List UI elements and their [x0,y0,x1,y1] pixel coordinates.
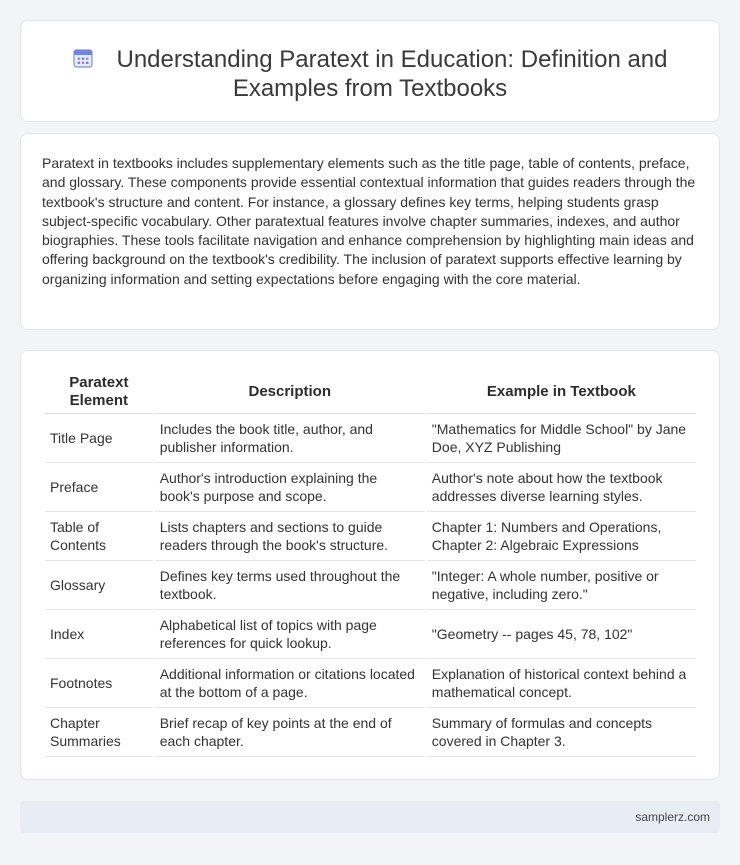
table-row [45,414,696,463]
element-cell: Preface [45,463,153,512]
footer-site-link[interactable]: samplerz.com [635,810,710,824]
column-header-element: Paratext Element [45,370,153,414]
example-cell: Chapter 1: Numbers and Operations, Chapter 2: Algebraic Expressions [427,512,696,561]
example-cell: "Integer: A whole number, positive or negative, including zero." [427,561,696,610]
example-cell: Author's note about how the textbook addresses diverse learning styles. [427,463,696,512]
header-card [20,20,720,122]
element-cell: Footnotes [45,659,153,708]
table-row [45,561,696,610]
element-cell: Chapter Summaries [45,708,153,757]
page-title-wrap [21,45,719,103]
intro-paragraph: Paratext in textbooks includes supplementary elements such as the title page, table of contents, preface, and glossary. These components provide essential contextual information that guides readers through the textbook's structure and content. For instance, a glossary defines key terms, helping students grasp subject-specific vocabulary. Other paratextual features involve chapter summaries, indexes, and author biographies. These tools facilitate navigation and enhance comprehension by highlighting main ideas and offering background on the textbook's credibility. The inclusion of paratext supports effective learning by organizing information and setting expectations before engaging with the core material. [42,155,696,287]
column-header-example: Example in Textbook [427,370,696,414]
table-row [45,512,696,561]
description-cell: Author's introduction explaining the book's purpose and scope. [155,463,425,512]
element-cell: Title Page [45,414,153,463]
example-cell: Explanation of historical context behind a mathematical concept. [427,659,696,708]
element-cell: Table of Contents [45,512,153,561]
example-cell: "Mathematics for Middle School" by Jane Doe, XYZ Publishing [427,414,696,463]
table-row [45,659,696,708]
page-title: Understanding Paratext in Education: Definition and Examples from Textbooks [116,46,668,102]
table-card [20,350,720,780]
footer-bar [20,801,720,833]
table-row [45,708,696,757]
description-cell: Alphabetical list of topics with page references for quick lookup. [155,610,425,659]
description-cell: Defines key terms used throughout the textbook. [155,561,425,610]
element-cell: Glossary [45,561,153,610]
intro-card [20,133,720,330]
table-row [45,463,696,512]
description-cell: Includes the book title, author, and publisher information. [155,414,425,463]
calendar-icon [72,47,94,69]
description-cell: Lists chapters and sections to guide readers through the book's structure. [155,512,425,561]
description-cell: Additional information or citations located at the bottom of a page. [155,659,425,708]
example-cell: Summary of formulas and concepts covered in Chapter 3. [427,708,696,757]
element-cell: Index [45,610,153,659]
description-cell: Brief recap of key points at the end of each chapter. [155,708,425,757]
table-row [45,610,696,659]
example-cell: "Geometry -- pages 45, 78, 102" [427,610,696,659]
paratext-table [43,370,698,757]
table-header-row [45,370,696,414]
column-header-description: Description [155,370,425,414]
